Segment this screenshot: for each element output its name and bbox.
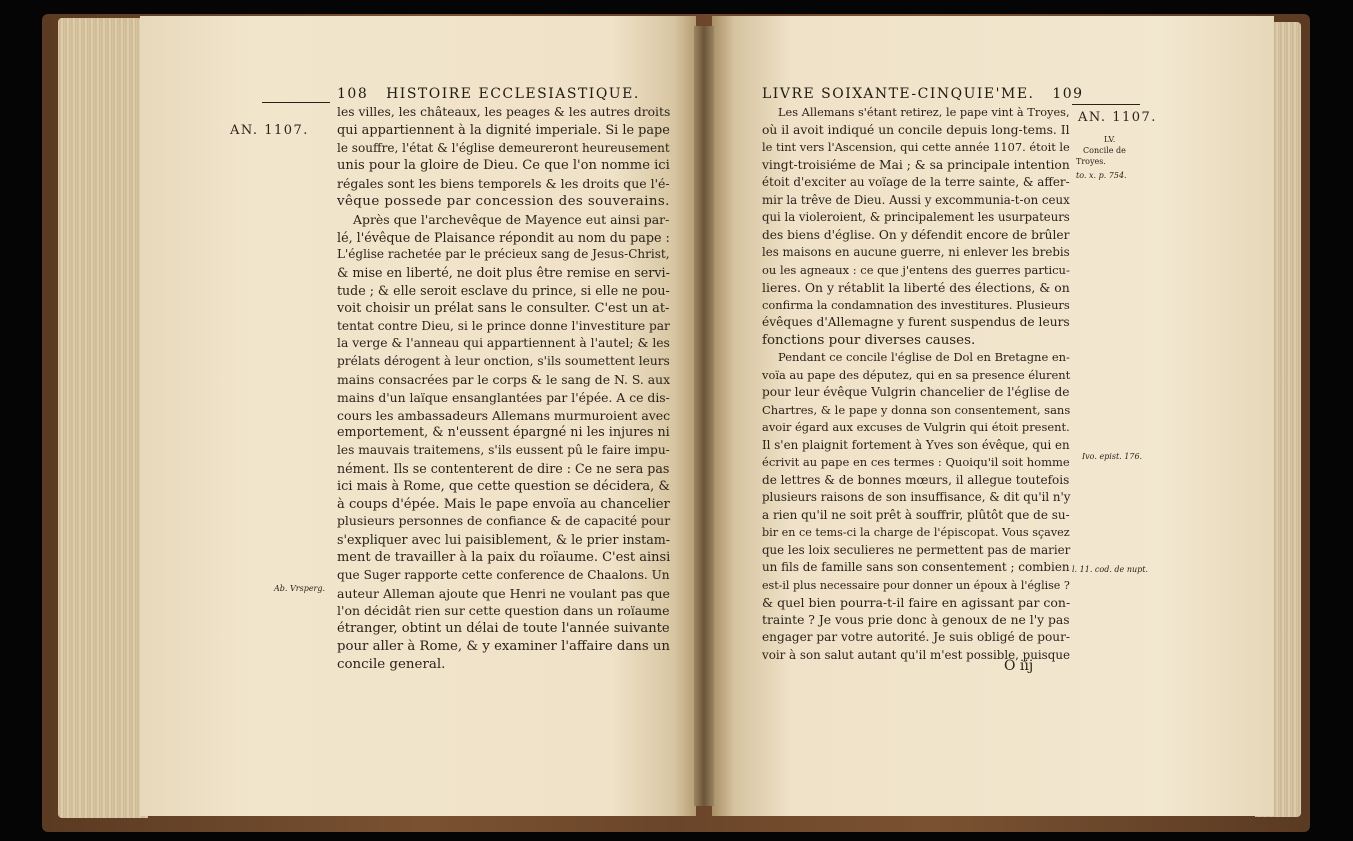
left-body-line: qui appartiennent à la dignité imperiale. Si le pape — [337, 122, 670, 138]
right-body-line: écrivit au pape en ces termes : Quoiqu'il soit homme — [762, 455, 1070, 469]
left-body-line: s'expliquer avec lui paisiblement, & le prier instam- — [337, 532, 671, 548]
book-gutter — [694, 26, 714, 806]
right-body-line: bir en ce tems-ci la charge de l'épiscopat. Vous sçavez — [762, 526, 1070, 539]
left-body-line: régales sont les biens temporels & les droits que l'é- — [337, 176, 670, 192]
right-body-line: Pendant ce concile l'église de Dol en Bretagne en- — [778, 350, 1070, 364]
left-body-line: les villes, les châteaux, les peages & les autres droits — [337, 105, 671, 119]
left-body-line: que Suger rapporte cette conference de Chaalons. Un — [337, 567, 670, 582]
left-body-line: ment de travailler à la paix du roïaume. C'est ainsi — [337, 550, 671, 565]
left-body-line: les mauvais traitemens, s'ils eussent pû le faire impu- — [337, 443, 670, 458]
left-body-line: lé, l'évêque de Plaisance répondit au nom du pape : — [337, 229, 670, 245]
left-body-line: auteur Alleman ajoute que Henri ne voulant pas que — [337, 585, 670, 601]
right-margin-reference-3: l. 11. cod. de nupt. — [1072, 565, 1148, 574]
left-page-number: 108 — [337, 86, 369, 102]
right-body-line: est-il plus necessaire pour donner un époux à l'église ? — [762, 578, 1070, 592]
right-body-line: engager par votre autorité. Je suis obligé de pour- — [762, 630, 1070, 644]
left-running-title: HISTOIRE ECCLESIASTIQUE. — [386, 86, 640, 102]
left-body-line: l'on décidât rien sur cette question dans un roïaume — [337, 603, 670, 619]
right-body-line: a rien qu'il ne soit prêt à souffrir, plûtôt que de su- — [762, 507, 1070, 522]
right-body-line: les maisons en aucune guerre, ni enlever les brebis — [762, 245, 1070, 259]
right-body-line: fonctions pour diverses causes. — [762, 332, 976, 348]
right-body-line: pour leur évêque Vulgrin chancelier de l'église de — [762, 385, 1070, 399]
left-body-line: pour aller à Rome, & y examiner l'affaire dans un — [337, 639, 670, 654]
right-body-line: évêques d'Allemagne y furent suspendus de leurs — [762, 315, 1070, 329]
left-body-line: à coups d'épée. Mais le pape envoïa au chancelier — [337, 496, 670, 512]
left-body-line: prélats dérogent à leur onction, s'ils soumettent leurs — [337, 354, 670, 369]
right-body-line: mir la trêve de Dieu. Aussi y excommunia-t-on ceux — [762, 192, 1070, 207]
right-margin-reference-1: to. x. p. 754. — [1076, 171, 1127, 180]
right-running-title: LIVRE SOIXANTE-CINQUIE'ME. — [762, 86, 1035, 102]
right-body-line: que les loix seculieres ne permettent pas de marier — [762, 542, 1071, 557]
right-body-line: un fils de famille sans son consentement ; combien — [762, 560, 1070, 574]
left-body-line: vêque possede par concession des souverains. — [337, 194, 670, 209]
right-body-line: ou les agneaux : ce que j'entens des guerres particu- — [762, 262, 1070, 277]
right-body-line: étoit d'exciter au voïage de la terre sainte, & affer- — [762, 175, 1070, 189]
right-body-line: le tint vers l'Ascension, qui cette année 1107. étoit le — [762, 140, 1070, 154]
left-body-line: le souffre, l'état & l'église demeureront heureusement — [337, 140, 670, 155]
right-body-line: avoir égard aux excuses de Vulgrin qui étoit present. — [762, 420, 1070, 434]
right-body-line: Les Allemans s'étant retirez, le pape vint à Troyes, — [778, 105, 1070, 119]
right-body-line: voïa au pape des députez, qui en sa presence élurent — [762, 367, 1071, 382]
right-body-line: vingt-troisiéme de Mai ; & sa principale intention — [762, 157, 1070, 172]
left-body-line: cours les ambassadeurs Allemans murmuroient avec — [337, 407, 671, 423]
left-margin-year: AN. 1107. — [230, 123, 309, 138]
left-body-line: mains consacrées par le corps & le sang de N. S. aux — [337, 372, 671, 387]
right-body-line: qui la violeroient, & principalement les usurpateurs — [762, 210, 1070, 224]
right-body-line: plusieurs raisons de son insuffisance, & dit qu'il n'y — [762, 490, 1071, 504]
left-body-line: mains d'un laïque ensanglantées par l'épée. A ce dis- — [337, 389, 670, 405]
left-body-line: la verge & l'anneau qui appartiennent à l'autel; & les — [337, 336, 670, 351]
right-body-line: voir à son salut autant qu'il m'est possible, puisque — [762, 647, 1070, 662]
left-body-line: voit choisir un prélat sans le consulter. C'est un at- — [337, 300, 670, 316]
right-margin-reference-2: Ivo. epist. 176. — [1082, 452, 1143, 461]
left-body-line: ici mais à Rome, que cette question se décidera, & — [337, 478, 670, 494]
right-body-line: & quel bien pourra-t-il faire en agissant par con- — [762, 595, 1071, 610]
right-margin-rule — [1072, 104, 1140, 105]
left-body-line: & mise en liberté, ne doit plus être remise en servi- — [337, 265, 670, 281]
left-page-edges — [58, 18, 148, 818]
left-margin-reference: Ab. Vrsperg. — [274, 584, 326, 593]
right-margin-year: AN. 1107. — [1078, 110, 1157, 125]
right-margin-section: LV. — [1104, 135, 1116, 144]
left-body-line: unis pour la gloire de Dieu. Ce que l'on nomme ici — [337, 158, 670, 174]
left-body-line: tude ; & elle seroit esclave du prince, si elle ne pou- — [337, 283, 670, 298]
right-body-line: de lettres & de bonnes mœurs, il allegue toutefois — [762, 472, 1070, 487]
right-running-head — [762, 86, 1084, 102]
left-body-line: nément. Ils se contenterent de dire : Ce ne sera pas — [337, 461, 670, 476]
right-body-line: où il avoit indiqué un concile depuis long-tems. Il — [762, 122, 1070, 137]
left-body-line: plusieurs personnes de confiance & de capacité pour — [337, 514, 671, 529]
left-body-line: tentat contre Dieu, si le prince donne l'investiture par — [337, 318, 670, 333]
right-body-line: Chartres, & le pape y donna son consentement, sans — [762, 402, 1071, 417]
left-margin-rule — [262, 102, 330, 103]
right-body-line: Il s'en plaignit fortement à Yves son évêque, qui en — [762, 437, 1070, 452]
right-margin-section-title-1: Concile de — [1083, 146, 1126, 155]
right-body-line: trainte ? Je vous prie donc à genoux de ne l'y pas — [762, 612, 1070, 627]
left-body-line: concile general. — [337, 656, 446, 672]
left-body-line: emportement, & n'eussent épargné ni les injures ni — [337, 425, 670, 441]
left-body-line: Après que l'archevêque de Mayence eut ainsi par- — [353, 211, 670, 227]
right-page-signature: O iij — [1004, 658, 1034, 674]
left-running-head — [337, 86, 640, 102]
left-body-line: L'église rachetée par le précieux sang de Jesus-Christ, — [337, 247, 670, 262]
left-body-line: étranger, obtint un délai de toute l'année suivante — [337, 621, 670, 637]
right-body-line: des biens d'église. On y défendit encore de brûler — [762, 227, 1070, 242]
right-body-line: confirma la condamnation des investitures. Plusieurs — [762, 297, 1070, 312]
right-body-line: lieres. On y rétablit la liberté des élections, & on — [762, 280, 1070, 295]
right-margin-section-title-2: Troyes. — [1076, 157, 1106, 166]
right-page-number: 109 — [1052, 86, 1084, 102]
